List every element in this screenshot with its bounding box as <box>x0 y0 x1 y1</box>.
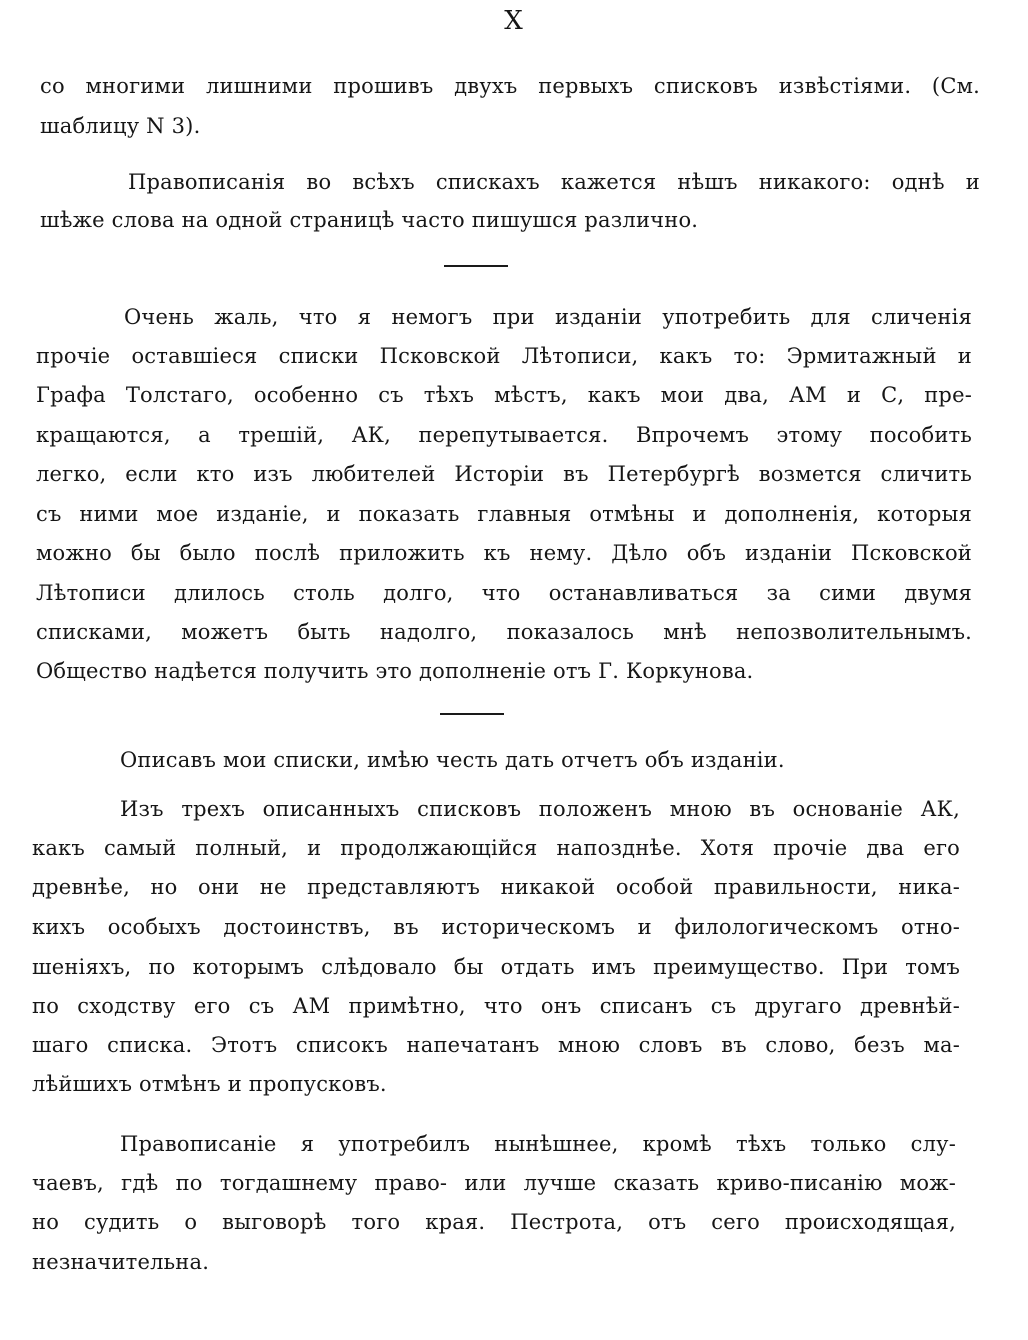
text-line: Лѣтописи длилось столь долго, что останавливаться за сими двумя <box>36 581 972 605</box>
text-line: шаго списка. Этотъ списокъ напечатанъ мною словъ въ слово, безъ ма- <box>32 1033 960 1057</box>
text-line: Изъ трехъ описанныхъ списковъ положенъ мною въ основаніе АК, <box>120 797 960 821</box>
text-line: незначительна. <box>32 1250 210 1274</box>
text-line: кращаются, а трешій, АК, перепутывается. Впрочемъ этому пособить <box>36 423 972 447</box>
text-line: списками, можетъ быть надолго, показалось мнѣ непозволительнымъ. <box>36 620 972 644</box>
text-line: по сходству его съ АМ примѣтно, что онъ списанъ съ другаго древнѣй- <box>32 994 960 1018</box>
text-line: лѣйшихъ отмѣнъ и пропусковъ. <box>32 1072 387 1096</box>
text-line: Правописаніе я употребилъ нынѣшнее, кромѣ тѣхъ только слу- <box>120 1132 956 1156</box>
text-line: Правописанія во всѣхъ спискахъ кажется нѣшъ никакого: однѣ и <box>128 170 980 194</box>
text-line: прочіе оставшіеся списки Псковской Лѣтописи, какъ то: Эрмитажный и <box>36 344 972 368</box>
text-line: Описавъ мои списки, имѣю честь дать отчетъ объ изданіи. <box>120 748 785 772</box>
section-divider <box>440 713 504 715</box>
text-line: Очень жаль, что я немогъ при изданіи употребить для сличенія <box>124 305 972 329</box>
page-number: X <box>504 6 524 36</box>
text-line: кихъ особыхъ достоинствъ, въ историческомъ и филологическомъ отно- <box>32 915 960 939</box>
text-line: съ ними мое изданіе, и показать главныя отмѣны и дополненія, которыя <box>36 502 972 526</box>
text-line: шѣже слова на одной страницѣ часто пишушся различно. <box>40 208 699 232</box>
section-divider <box>444 265 508 267</box>
text-line: можно бы было послѣ приложить къ нему. Дѣло объ изданіи Псковской <box>36 541 972 565</box>
text-line: Общество надѣется получить это дополненіе отъ Г. Коркунова. <box>36 659 754 683</box>
text-line: чаевъ, гдѣ по тогдашнему право- или лучше сказать криво-писанію мож- <box>32 1171 956 1195</box>
text-line: но судить о выговорѣ того края. Пестрота, отъ сего происходящая, <box>32 1210 956 1234</box>
text-line: со многими лишними прошивъ двухъ первыхъ списковъ извѣстіями. (См. <box>40 74 980 98</box>
text-line: шаблицу N 3). <box>40 114 201 138</box>
text-line: древнѣе, но они не представляютъ никакой особой правильности, ника- <box>32 875 960 899</box>
text-line: легко, если кто изъ любителей Исторіи въ Петербургѣ возмется сличить <box>36 462 972 486</box>
text-line: какъ самый полный, и продолжающійся напозднѣе. Хотя прочіе два его <box>32 836 960 860</box>
text-line: Графа Толстаго, особенно съ тѣхъ мѣстъ, какъ мои два, АМ и С, пре- <box>36 383 972 407</box>
text-line: шеніяхъ, по которымъ слѣдовало бы отдать имъ преимущество. При томъ <box>32 955 960 979</box>
